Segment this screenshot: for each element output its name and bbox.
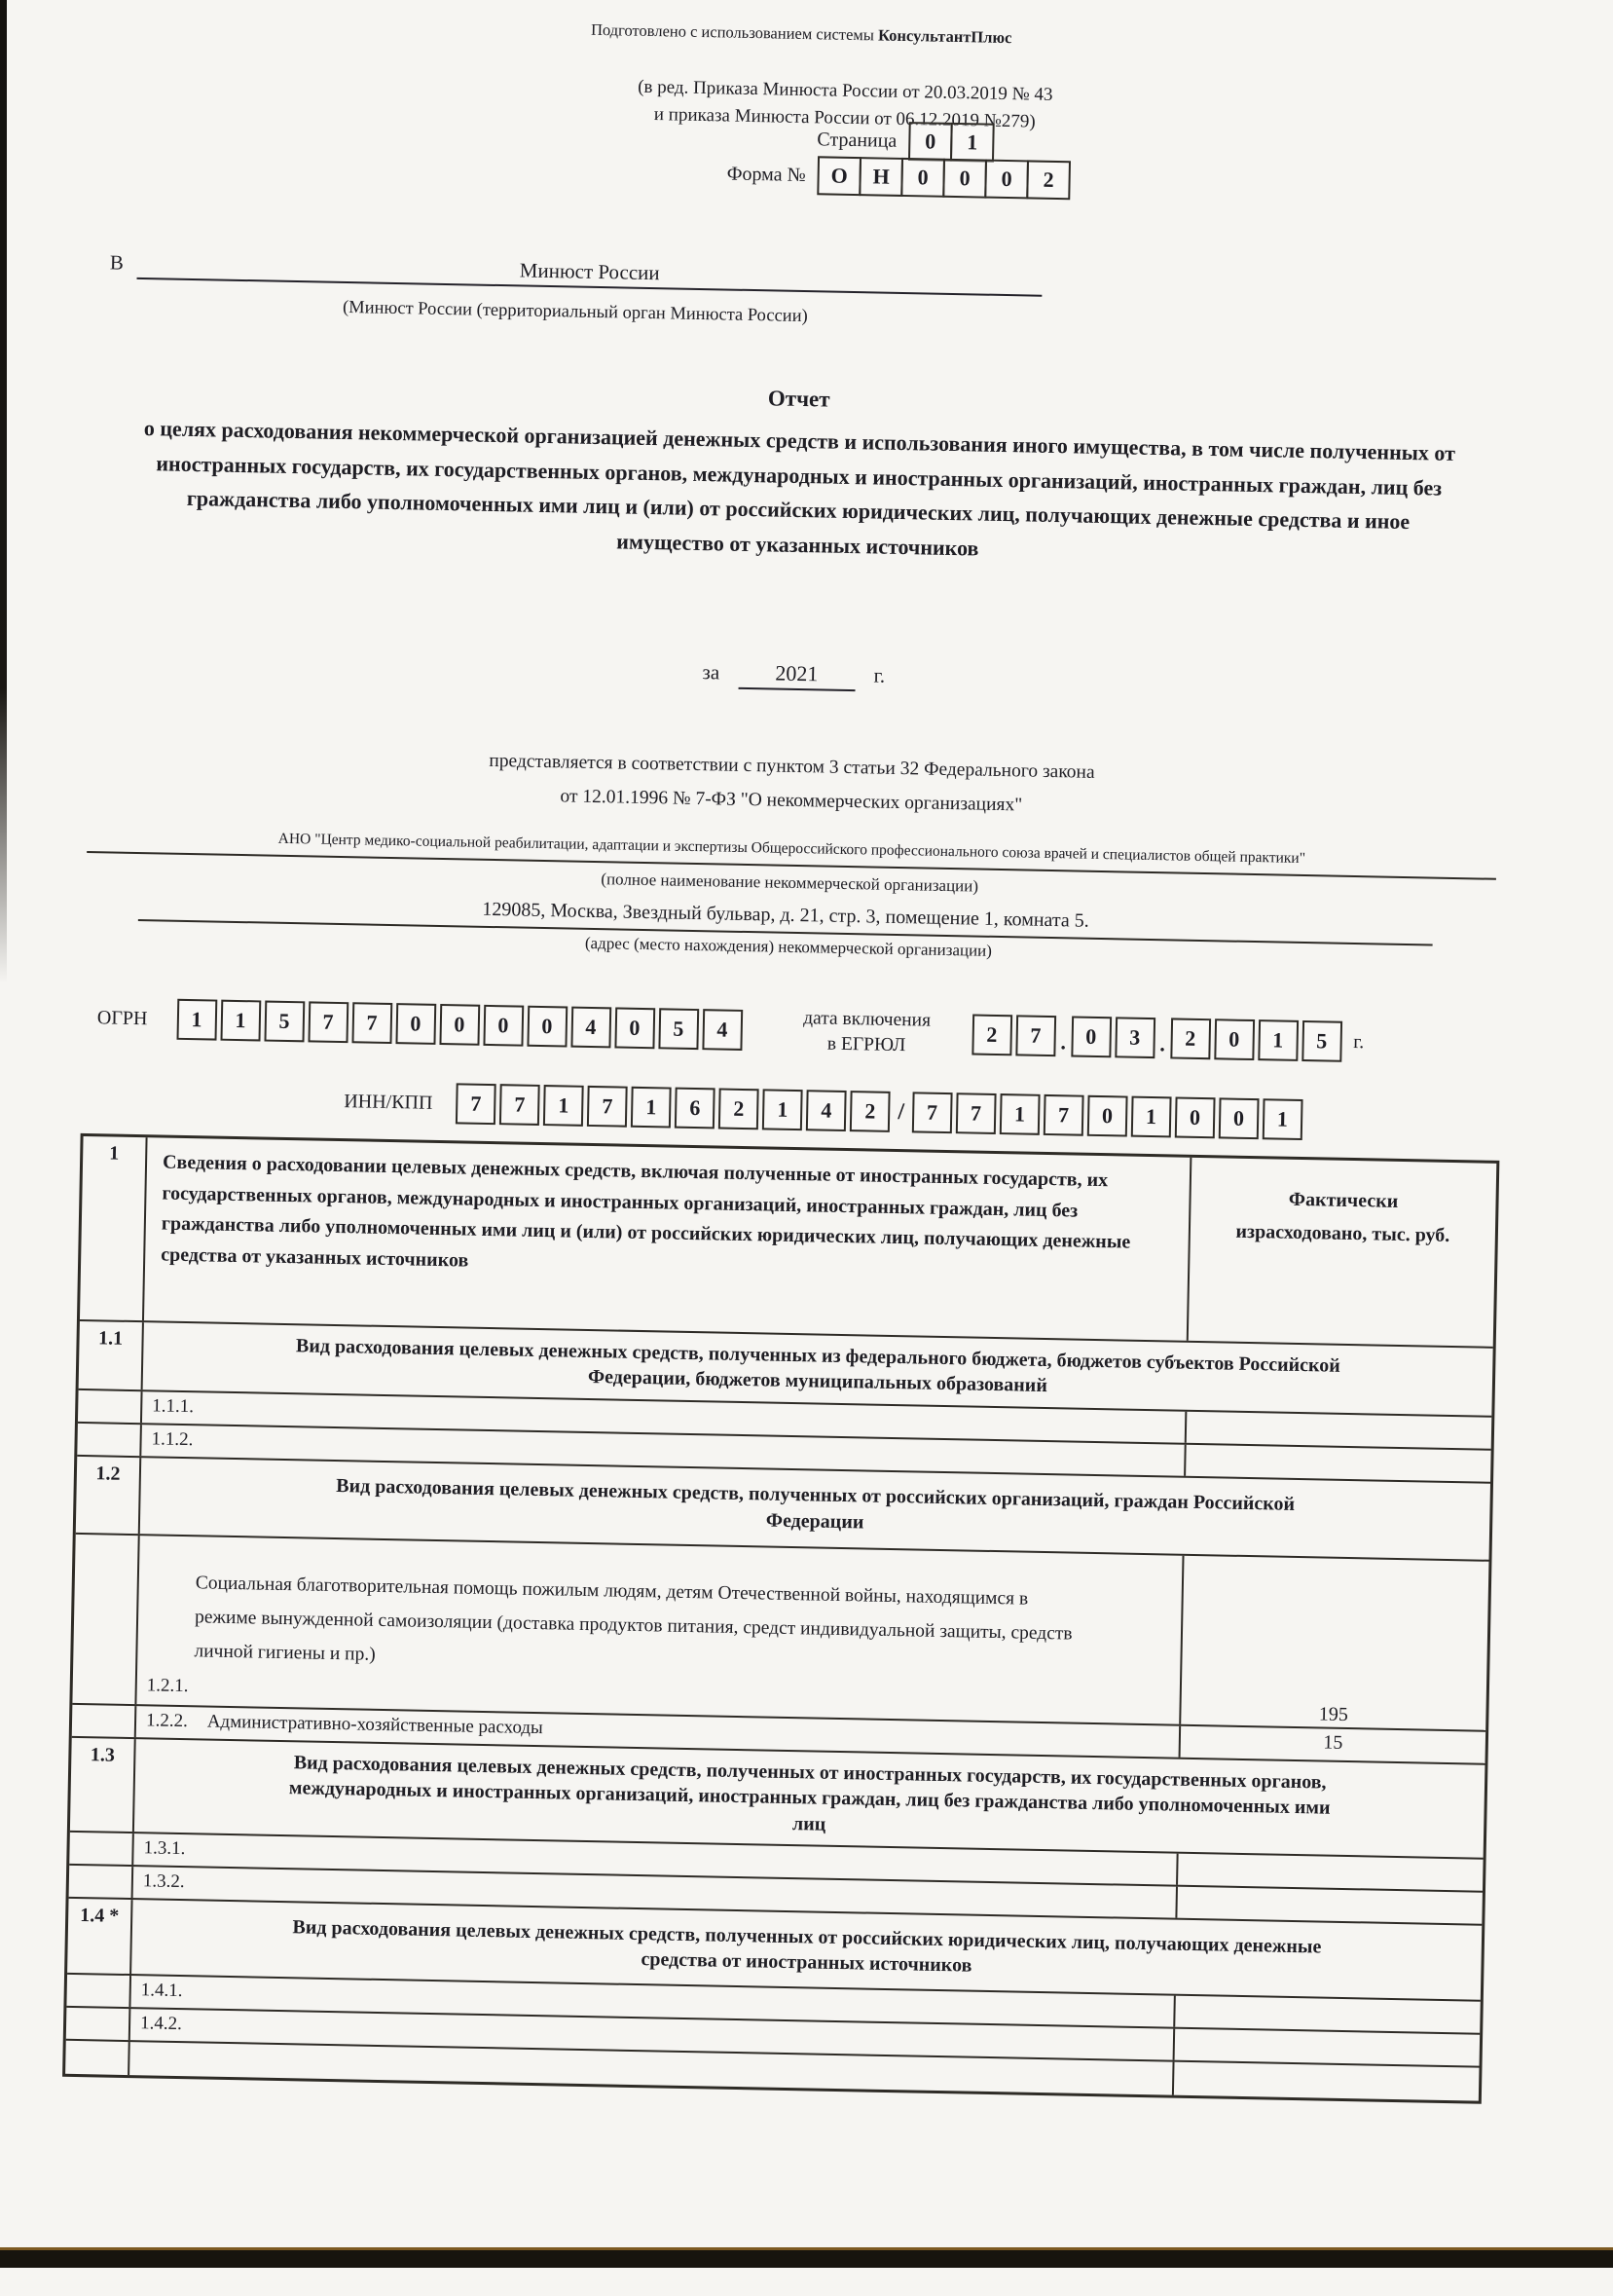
digit-cell: 4 bbox=[702, 1009, 743, 1051]
digit-cell: 2 bbox=[718, 1089, 759, 1130]
digit-cell: 1 bbox=[1000, 1093, 1041, 1135]
ogrn-digit-boxes bbox=[176, 999, 743, 1051]
digit-cell: 4 bbox=[806, 1090, 847, 1131]
digit-cell: 6 bbox=[675, 1088, 715, 1129]
digit-cell: 3 bbox=[1115, 1018, 1155, 1059]
ogrn-row bbox=[96, 992, 1364, 1068]
year-suffix: г. bbox=[873, 663, 886, 687]
kpp-digit-boxes bbox=[912, 1092, 1303, 1140]
row-number bbox=[66, 2008, 131, 2040]
digit-cell: 2 bbox=[850, 1091, 891, 1132]
page-number-label: Страница bbox=[817, 128, 898, 152]
row-number: 1 bbox=[80, 1136, 148, 1320]
digit-cell: 0 bbox=[1071, 1017, 1112, 1058]
section-header-text: Вид расходования целевых денежных средств, полученных от иностранных государств, их государственных органов, международных и иностранных организаций, иностранных граждан, лиц без гражданства либо уполномоченных ими лиц bbox=[288, 1752, 1331, 1835]
row-label bbox=[139, 2046, 140, 2075]
row-number: 1.2 bbox=[76, 1457, 141, 1534]
row-label: 1.1.1. bbox=[152, 1395, 195, 1417]
row-number bbox=[77, 1424, 142, 1456]
year-prefix: за bbox=[702, 660, 720, 685]
row-text-value bbox=[213, 1396, 214, 1424]
row-value bbox=[1178, 1854, 1484, 1891]
row-value bbox=[1187, 1412, 1492, 1449]
digit-cell: 1 bbox=[543, 1085, 584, 1127]
row-value: 15 bbox=[1323, 1731, 1343, 1754]
inn-digit-boxes bbox=[456, 1083, 891, 1132]
row-text-value bbox=[212, 1429, 213, 1457]
digit-cell: 7 bbox=[456, 1083, 496, 1125]
digit-cell: 1 bbox=[1263, 1098, 1303, 1140]
digit-cell: 7 bbox=[1015, 1016, 1056, 1057]
consultantplus-note bbox=[544, 19, 1011, 48]
digit-cell: 5 bbox=[1301, 1020, 1342, 1062]
row-text-value: Административно-хозяйственные расходы bbox=[206, 1711, 544, 1738]
innkpp-row bbox=[344, 1081, 1302, 1140]
digit-separator: . bbox=[1060, 1029, 1067, 1055]
inn-kpp-separator: / bbox=[898, 1098, 905, 1125]
digit-cell: 2 bbox=[1170, 1018, 1211, 1060]
innkpp-label: ИНН/КПП bbox=[344, 1090, 433, 1114]
submitted-to-row bbox=[109, 250, 1042, 296]
organization-address-caption: (адрес (место нахождения) некоммерческой организации) bbox=[584, 933, 993, 960]
digit-cell: 0 bbox=[614, 1008, 655, 1050]
row-value: 195 bbox=[1318, 1703, 1349, 1725]
table-row-1-2-1 bbox=[72, 1535, 1488, 1732]
egrul-date-boxes bbox=[971, 1015, 1342, 1062]
row-label: 1.2.1. bbox=[146, 1675, 189, 1696]
ministry-name: Минюст России bbox=[137, 251, 1043, 297]
report-year: 2021 bbox=[738, 660, 856, 691]
ogrn-label: ОГРН bbox=[96, 1007, 148, 1030]
submitted-to-prefix: В bbox=[109, 250, 125, 275]
row-number bbox=[65, 2041, 130, 2075]
scan-edge-left bbox=[0, 0, 7, 983]
digit-cell: 1 bbox=[1258, 1019, 1299, 1061]
digit-cell: 4 bbox=[570, 1007, 611, 1049]
egrul-date-label-line2: в ЕГРЮЛ bbox=[826, 1033, 906, 1056]
digit-cell: 7 bbox=[1044, 1094, 1084, 1136]
organization-address: 129085, Москва, Звездный бульвар, д. 21, стр. 3, помещение 1, комната 5. bbox=[138, 892, 1433, 946]
digit-cell: 7 bbox=[499, 1084, 540, 1126]
digit-cell: 0 bbox=[942, 159, 987, 199]
row-number bbox=[69, 1866, 134, 1898]
report-year-row bbox=[0, 646, 1600, 706]
row-label: 1.1.2. bbox=[151, 1428, 194, 1450]
row-number bbox=[72, 1705, 137, 1737]
digit-cell: 5 bbox=[658, 1009, 699, 1051]
form-number-label: Форма № bbox=[726, 162, 806, 186]
page-number-boxes bbox=[908, 122, 995, 163]
row-label: 1.3.2. bbox=[142, 1870, 185, 1893]
row-value bbox=[1174, 2062, 1480, 2101]
row-value bbox=[1177, 1887, 1483, 1924]
row-number bbox=[72, 1535, 139, 1704]
digit-cell: 1 bbox=[762, 1089, 803, 1130]
digit-cell: 0 bbox=[984, 160, 1029, 200]
row-number: 1.3 bbox=[70, 1738, 136, 1832]
form-number-boxes bbox=[817, 156, 1071, 200]
digit-cell: 5 bbox=[264, 1001, 305, 1043]
row-number bbox=[69, 1833, 134, 1865]
digit-cell: 7 bbox=[351, 1003, 392, 1045]
legal-basis-line1: представляется в соответствии с пунктом 3 статьи 32 Федерального закона bbox=[489, 750, 1095, 783]
row-text-value bbox=[159, 2047, 160, 2076]
row-number bbox=[78, 1390, 143, 1423]
row-text-value bbox=[203, 1871, 204, 1899]
organization-name-caption: (полное наименование некоммерческой организации) bbox=[601, 870, 979, 896]
row-value bbox=[1186, 1445, 1491, 1482]
scan-edge-bottom bbox=[0, 2247, 1613, 2268]
row-number: 1.4 * bbox=[67, 1899, 132, 1974]
digit-cell: 0 bbox=[483, 1005, 524, 1047]
digit-cell: 7 bbox=[587, 1086, 628, 1128]
digit-cell: 2 bbox=[1026, 160, 1071, 200]
report-subtitle: о целях расходования некоммерческой организацией денежных средств и использования иного имущества, в том числе полученных от иностранных государств, их государственных органов, международных и иностранных организаций, иностранных граждан, лиц без гражданства либо уполномоченных ими лиц и (или) от российских юридических лиц, получающих денежные средства и иное имущество от указанных источников bbox=[143, 416, 1456, 561]
digit-cell: 2 bbox=[971, 1015, 1012, 1056]
organization-name: АНО "Центр медико-социальной реабилитации, адаптации и экспертизы Общероссийского профессионального союза врачей и специалистов общей практики" bbox=[87, 827, 1496, 880]
digit-cell: 0 bbox=[1175, 1097, 1216, 1139]
digit-cell: 0 bbox=[439, 1004, 480, 1046]
digit-cell: 1 bbox=[220, 1000, 261, 1042]
digit-separator: . bbox=[1159, 1031, 1166, 1056]
digit-cell: 7 bbox=[308, 1002, 348, 1044]
row-label: 1.3.1. bbox=[143, 1837, 186, 1860]
digit-cell: 0 bbox=[900, 158, 945, 198]
egrul-date-label bbox=[779, 1006, 955, 1060]
digit-cell: 7 bbox=[956, 1092, 997, 1134]
digit-cell: О bbox=[817, 156, 861, 196]
row-text-value bbox=[204, 1838, 205, 1866]
digit-cell: 0 bbox=[1087, 1095, 1128, 1137]
legal-basis-line2: от 12.01.1996 № 7-ФЗ "О некоммерческих организациях" bbox=[560, 786, 1023, 816]
row-label: 1.4.1. bbox=[140, 1980, 183, 2002]
revision-line-1: (в ред. Приказа Минюста России от 20.03.2019 № 43 bbox=[637, 76, 1053, 105]
digit-cell: 7 bbox=[912, 1092, 953, 1133]
column-header-actually-spent: Фактически израсходовано, тыс. руб. bbox=[1235, 1188, 1450, 1246]
section-header-text: Вид расходования целевых денежных средств, полученных от российских юридических лиц, получающих денежные средства от иностранных источников bbox=[292, 1915, 1322, 1977]
report-table bbox=[62, 1133, 1499, 2104]
section-header-text: Вид расходования целевых денежных средств, полученных из федерального бюджета, бюджетов субъектов Российской Федерации, бюджетов муниципальных образований bbox=[295, 1335, 1341, 1397]
digit-cell: 1 bbox=[950, 123, 995, 163]
digit-cell: 1 bbox=[176, 999, 217, 1041]
row-value bbox=[1175, 1996, 1481, 2033]
row-label: 1.2.2. bbox=[145, 1710, 189, 1731]
egrul-date-label-line1: дата включения bbox=[802, 1008, 932, 1031]
consultantplus-brand: КонсультантПлюс bbox=[877, 25, 1012, 48]
egrul-date-suffix: г. bbox=[1353, 1030, 1365, 1054]
digit-cell: 0 bbox=[1219, 1097, 1260, 1139]
row-value bbox=[1175, 2029, 1481, 2066]
row-label: 1.4.2. bbox=[139, 2013, 183, 2035]
table-row-1 bbox=[80, 1136, 1496, 1349]
form-number-field bbox=[726, 154, 1071, 200]
section-header-text: Вид расходования целевых денежных средств, полученных от российских организаций, граждан Российской Федерации bbox=[336, 1475, 1296, 1534]
report-title: Отчет bbox=[767, 386, 830, 412]
row-number: 1.1 bbox=[79, 1321, 144, 1389]
row-text: Сведения о расходовании целевых денежных средств, включая полученные от иностранных государств, их государственных органов, международных и иностранных организаций, иностранных граждан, лиц без гражданства либо уполномоченных ими лиц и (или) от российских юридических лиц, получающих денежные средства от указанных источников bbox=[144, 1137, 1191, 1341]
digit-cell: 1 bbox=[631, 1087, 672, 1129]
digit-cell: 0 bbox=[395, 1003, 436, 1045]
prepared-note-text: Подготовлено с использованием системы bbox=[590, 19, 875, 45]
digit-cell: 1 bbox=[1131, 1096, 1172, 1138]
revision-line-2: и приказа Минюста России от 06.12.2019 №279) bbox=[653, 103, 1036, 132]
digit-cell: 0 bbox=[908, 122, 953, 162]
row-text bbox=[136, 1536, 1184, 1724]
row-number bbox=[66, 1975, 131, 2007]
digit-cell: 0 bbox=[1214, 1019, 1255, 1061]
digit-cell: 0 bbox=[527, 1006, 568, 1048]
digit-cell: Н bbox=[859, 157, 903, 197]
row-text-value: Социальная благотворительная помощь пожилым людям, детям Отечественной войны, находящимся в режиме вынужденной самоизоляции (доставка продуктов питания, средст индивидуальной защиты, средств личной гигиены и пр.) bbox=[194, 1573, 1073, 1665]
ministry-caption: (Минюст России (территориальный орган Минюста России) bbox=[342, 297, 808, 327]
